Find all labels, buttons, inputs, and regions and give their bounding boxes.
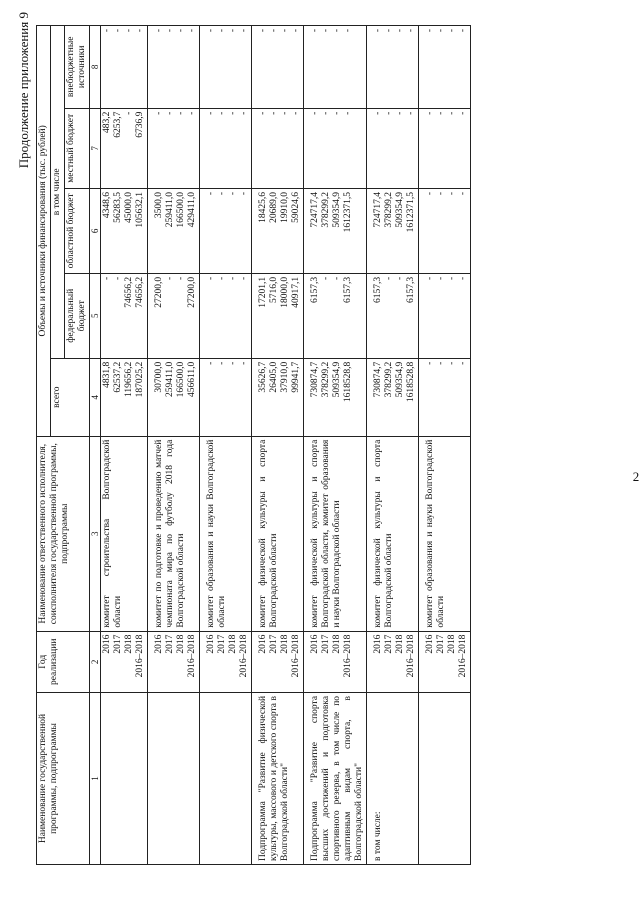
financing-table — [36, 25, 471, 865]
executor-cell: комитет физической культуры и спорта Волгоградской области — [367, 436, 419, 631]
col-index: 2 — [90, 631, 101, 692]
executor-cell: комитет строительства Волгоградской области — [101, 436, 148, 631]
executor-cell: комитет физической культуры и спорта Волгоградской области, комитет образования и науки Волгоградской области — [304, 436, 367, 631]
regional-cell: - - - - — [200, 188, 252, 273]
regional-cell: 4348,6 56283,5 45000,0 105632,1 — [101, 188, 148, 273]
table-row — [252, 26, 304, 865]
year-cell: 2016 2017 2018 2016–2018 — [200, 631, 252, 692]
federal-cell: 27200,0 - - 27200,0 — [148, 273, 200, 358]
header-extra: внебюджетные источники — [65, 26, 90, 109]
header-incl: в том числе — [51, 26, 65, 359]
page-number: 2 — [632, 468, 640, 484]
executor-cell: комитет образования и науки Волгоградской области — [419, 436, 471, 631]
federal-cell: - - - - — [200, 273, 252, 358]
regional-cell: 18425,6 20689,0 19910,0 59024,6 — [252, 188, 304, 273]
local-cell: 483,2 6253,7 - 6736,9 — [101, 108, 148, 188]
col-index: 1 — [90, 692, 101, 864]
year-cell: 2016 2017 2018 2016–2018 — [304, 631, 367, 692]
year-cell: 2016 2017 2018 2016–2018 — [252, 631, 304, 692]
appendix-caption: Продолжение приложения 9 — [16, 12, 31, 169]
extra-cell: - - - - — [252, 26, 304, 109]
executor-cell: комитет по подготовке и проведению матчей чемпионата мира по футболу 2018 года Волгоградской области — [148, 436, 200, 631]
name-cell: в том числе: — [367, 692, 419, 864]
local-cell: - - - - — [252, 108, 304, 188]
total-cell: 35626,7 26405,0 37910,0 99941,7 — [252, 358, 304, 436]
col-index: 5 — [90, 273, 101, 358]
total-cell: - - - - — [419, 358, 471, 436]
extra-cell: - - - - — [367, 26, 419, 109]
header-regional: областной бюджет — [65, 188, 90, 273]
local-cell: - - - - — [148, 108, 200, 188]
local-cell: - - - - — [304, 108, 367, 188]
total-cell: 4831,8 62537,2 119656,2 187025,2 — [101, 358, 148, 436]
col-index: 8 — [90, 26, 101, 109]
col-index: 3 — [90, 436, 101, 631]
year-cell: 2016 2017 2018 2016–2018 — [101, 631, 148, 692]
regional-cell: 724717,4 378299,2 509354,9 1612371,5 — [367, 188, 419, 273]
federal-cell: - - 74656,2 74656,2 — [101, 273, 148, 358]
col-index: 7 — [90, 108, 101, 188]
name-cell: Подпрограмма "Развитие физической культуры, массового и детского спорта в Волгоградской области" — [252, 692, 304, 864]
local-cell: - - - - — [200, 108, 252, 188]
table-row — [419, 26, 471, 865]
executor-cell: комитет образования и науки Волгоградской области — [200, 436, 252, 631]
table-row — [200, 26, 252, 865]
header-local: местный бюджет — [65, 108, 90, 188]
local-cell: - - - - — [419, 108, 471, 188]
header-total: всего — [51, 358, 90, 436]
table-row — [101, 26, 148, 865]
year-cell: 2016 2017 2018 2016–2018 — [419, 631, 471, 692]
extra-cell: - - - - — [419, 26, 471, 109]
extra-cell: - - - - — [304, 26, 367, 109]
year-cell: 2016 2017 2018 2016–2018 — [367, 631, 419, 692]
name-cell — [419, 692, 471, 864]
header-year: Год реализации — [37, 631, 90, 692]
name-cell — [200, 692, 252, 864]
federal-cell: 6157,3 - - 6157,3 — [304, 273, 367, 358]
name-cell — [101, 692, 148, 864]
regional-cell: 3500,0 259411,0 166500,0 429411,0 — [148, 188, 200, 273]
year-cell: 2016 2017 2018 2016–2018 — [148, 631, 200, 692]
col-index: 4 — [90, 358, 101, 436]
total-cell: 730874,7 378299,2 509354,9 1618528,8 — [367, 358, 419, 436]
total-cell: - - - - — [200, 358, 252, 436]
federal-cell: 17201,1 5716,0 18000,0 40917,1 — [252, 273, 304, 358]
regional-cell: 724717,4 378299,2 509354,9 1612371,5 — [304, 188, 367, 273]
regional-cell: - - - - — [419, 188, 471, 273]
extra-cell: - - - - — [200, 26, 252, 109]
header-federal: федеральный бюджет — [65, 273, 90, 358]
header-name: Наименование государственной программы, подпрограммы — [37, 692, 90, 864]
local-cell: - - - - — [367, 108, 419, 188]
table-row — [304, 26, 367, 865]
extra-cell: - - - - — [101, 26, 148, 109]
total-cell: 30700,0 259411,0 166500,0 456611,0 — [148, 358, 200, 436]
federal-cell: 6157,3 - - 6157,3 — [367, 273, 419, 358]
table-row — [367, 26, 419, 865]
total-cell: 730874,7 378299,2 509354,9 1618528,8 — [304, 358, 367, 436]
col-index: 6 — [90, 188, 101, 273]
header-executor: Наименование ответственного исполнителя, соисполнителя государственной программы, подпрограммы — [37, 436, 90, 631]
executor-cell: комитет физической культуры и спорта Волгоградской области — [252, 436, 304, 631]
name-cell — [148, 692, 200, 864]
federal-cell: - - - - — [419, 273, 471, 358]
header-volumes: Объемы и источники финансирования (тыс. рублей) — [37, 26, 51, 437]
name-cell: Подпрограмма "Развитие спорта высших достижений и подготовка спортивного резерва, в том числе по адаптивным видам спорта, в Волгоградской области" — [304, 692, 367, 864]
extra-cell: - - - - — [148, 26, 200, 109]
table-row — [148, 26, 200, 865]
